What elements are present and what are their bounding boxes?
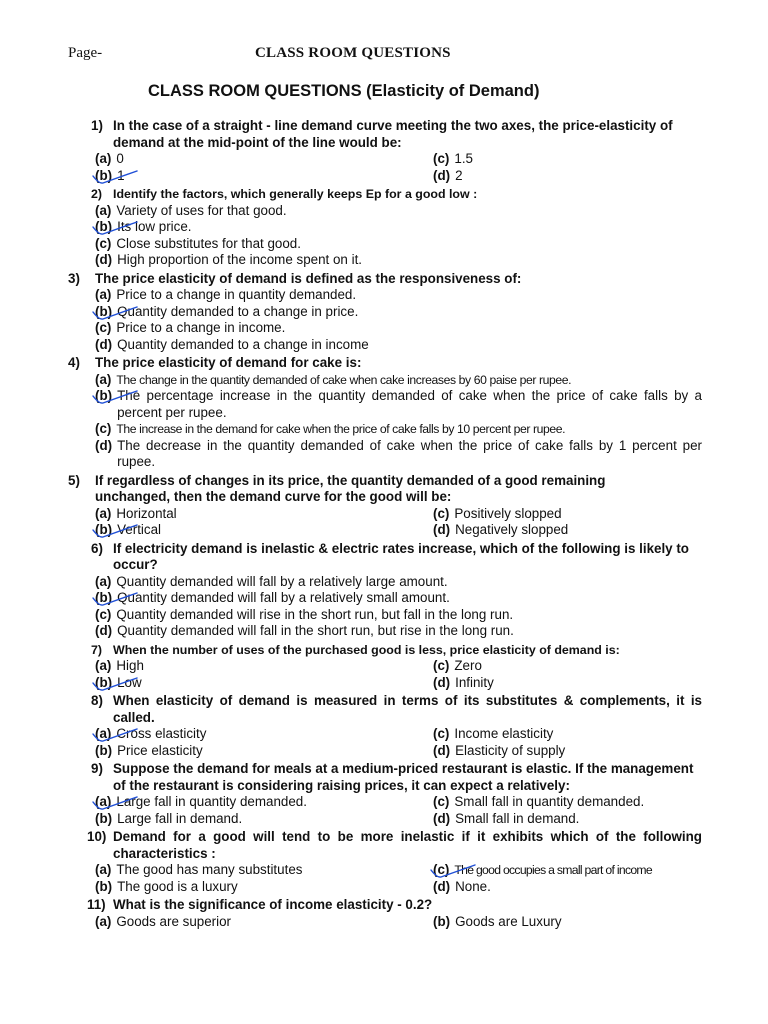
question-text: The price elasticity of demand for cake is: xyxy=(95,355,362,370)
tick-mark-icon xyxy=(91,390,141,411)
option-d: (d) The decrease in the quantity demanded of cake when the price of cake falls by 1 percent per rupee. xyxy=(95,437,702,469)
option-d: (d) Elasticity of supply xyxy=(433,742,566,758)
tick-mark-icon xyxy=(91,728,141,749)
tick-mark-icon xyxy=(429,864,479,885)
header-title: CLASS ROOM QUESTIONS xyxy=(255,45,451,61)
question-text: Suppose the demand for meals at a medium-priced restaurant is elastic. If the management of the restaurant is considering raising prices, it can expect a relatively: xyxy=(113,761,694,793)
option-d: (d) Small fall in demand. xyxy=(433,810,580,826)
question-number: 7) xyxy=(91,642,103,657)
question-text: When elasticity of demand is measured in terms of its substitutes & complements, it is called. xyxy=(113,693,702,725)
tick-mark-icon xyxy=(91,796,141,817)
question-text: The price elasticity of demand is defined as the responsiveness of: xyxy=(95,270,522,286)
option-b: (b) Price elasticity xyxy=(95,742,203,758)
question-9 xyxy=(0,761,768,827)
tick-mark-icon xyxy=(91,592,141,613)
option-c: (c) 1.5 xyxy=(433,151,473,166)
question-10 xyxy=(0,829,768,895)
option-c: (c) Small fall in quantity demanded. xyxy=(433,794,645,809)
option-d: (d) None. xyxy=(433,878,491,894)
option-b: (b) Vertical xyxy=(95,522,162,537)
question-11 xyxy=(0,897,768,930)
option-d: (d) Infinity xyxy=(433,674,494,690)
option-b: (b) The good is a luxury xyxy=(95,878,238,894)
question-text: Identify the factors, which generally keeps Ep for a good low : xyxy=(113,187,478,201)
option-a: (a) Cross elasticity xyxy=(95,726,207,741)
question-number: 6) xyxy=(91,540,103,556)
question-text: In the case of a straight - line demand curve meeting the two axes, the price-elasticity of demand at the mid-point of the line would be: xyxy=(113,118,673,150)
option-a: (a) Large fall in quantity demanded. xyxy=(95,794,307,809)
tick-mark-icon xyxy=(91,677,141,698)
option-c: (c) Positively slopped xyxy=(433,505,562,521)
question-number: 4) xyxy=(68,355,80,370)
question-6 xyxy=(0,541,768,640)
question-text: If regardless of changes in its price, the quantity demanded of a good remaining unchanged, then the demand curve for the good will be: xyxy=(95,472,606,504)
option-c: (c) Price to a change in income. xyxy=(95,320,286,335)
question-number: 9) xyxy=(91,761,103,776)
question-number: 10) xyxy=(87,829,107,844)
option-a: (a) 0 xyxy=(95,151,124,166)
option-c: (c) Income elasticity xyxy=(433,726,554,741)
option-c: (c) Zero xyxy=(433,658,482,673)
option-c: (c) Close substitutes for that good. xyxy=(95,235,301,251)
option-a: (a) Goods are superior xyxy=(95,913,231,929)
question-number: 3) xyxy=(68,270,80,286)
question-text: What is the significance of income elasticity - 0.2? xyxy=(113,897,433,912)
option-a: (a) The change in the quantity demanded of cake when cake increases by 60 paise per rupee. xyxy=(95,371,572,387)
question-text: If electricity demand is inelastic & electric rates increase, which of the following is likely to occur? xyxy=(113,540,689,572)
tick-mark-icon xyxy=(91,170,141,191)
document-title: CLASS ROOM QUESTIONS (Elasticity of Demand) xyxy=(148,82,540,100)
question-number: 11) xyxy=(87,897,106,912)
tick-mark-icon xyxy=(91,524,141,545)
option-a: (a) High xyxy=(95,658,144,673)
option-d: (d) High proportion of the income spent on it. xyxy=(95,252,363,267)
tick-mark-icon xyxy=(91,306,141,327)
option-c: (c) The good occupies a small part of income xyxy=(433,862,652,877)
question-number: 8) xyxy=(91,693,103,708)
option-b: (b) The percentage increase in the quantity demanded of cake when the price of cake falls by a percent per rupee. xyxy=(95,388,702,420)
page-label: Page- xyxy=(68,45,103,61)
question-8 xyxy=(0,693,768,759)
option-a: (a) The good has many substitutes xyxy=(95,862,303,877)
option-d: (d) Quantity demanded to a change in income xyxy=(95,336,369,352)
option-a: (a) Variety of uses for that good. xyxy=(95,202,287,218)
option-b: (b) Low xyxy=(95,674,142,690)
option-b: (b) Its low price. xyxy=(95,219,192,234)
question-4 xyxy=(0,355,768,471)
option-d: (d) Negatively slopped xyxy=(433,522,569,537)
option-c: (c) Quantity demanded will rise in the short run, but fall in the long run. xyxy=(95,606,514,622)
option-b: (b) Quantity demanded to a change in price. xyxy=(95,303,359,319)
option-b: (b) Goods are Luxury xyxy=(433,913,562,929)
option-a: (a) Price to a change in quantity demanded. xyxy=(95,287,357,302)
option-b: (b) Quantity demanded will fall by a relatively small amount. xyxy=(95,590,450,605)
option-a: (a) Quantity demanded will fall by a relatively large amount. xyxy=(95,573,448,589)
option-a: (a) Horizontal xyxy=(95,505,177,521)
option-d: (d) 2 xyxy=(433,167,463,183)
option-d: (d) Quantity demanded will fall in the short run, but rise in the long run. xyxy=(95,623,514,638)
option-b: (b) 1 xyxy=(95,167,125,183)
option-c: (c) The increase in the demand for cake when the price of cake falls by 10 percent per rupee. xyxy=(95,421,566,436)
question-number: 5) xyxy=(68,472,80,488)
tick-mark-icon xyxy=(91,221,141,242)
question-text: When the number of uses of the purchased good is less, price elasticity of demand is: xyxy=(113,642,620,657)
option-b: (b) Large fall in demand. xyxy=(95,810,243,826)
question-text: Demand for a good will tend to be more inelastic if it exhibits which of the following characteristics : xyxy=(113,829,702,861)
question-number: 2) xyxy=(91,187,103,201)
question-number: 1) xyxy=(91,118,103,133)
